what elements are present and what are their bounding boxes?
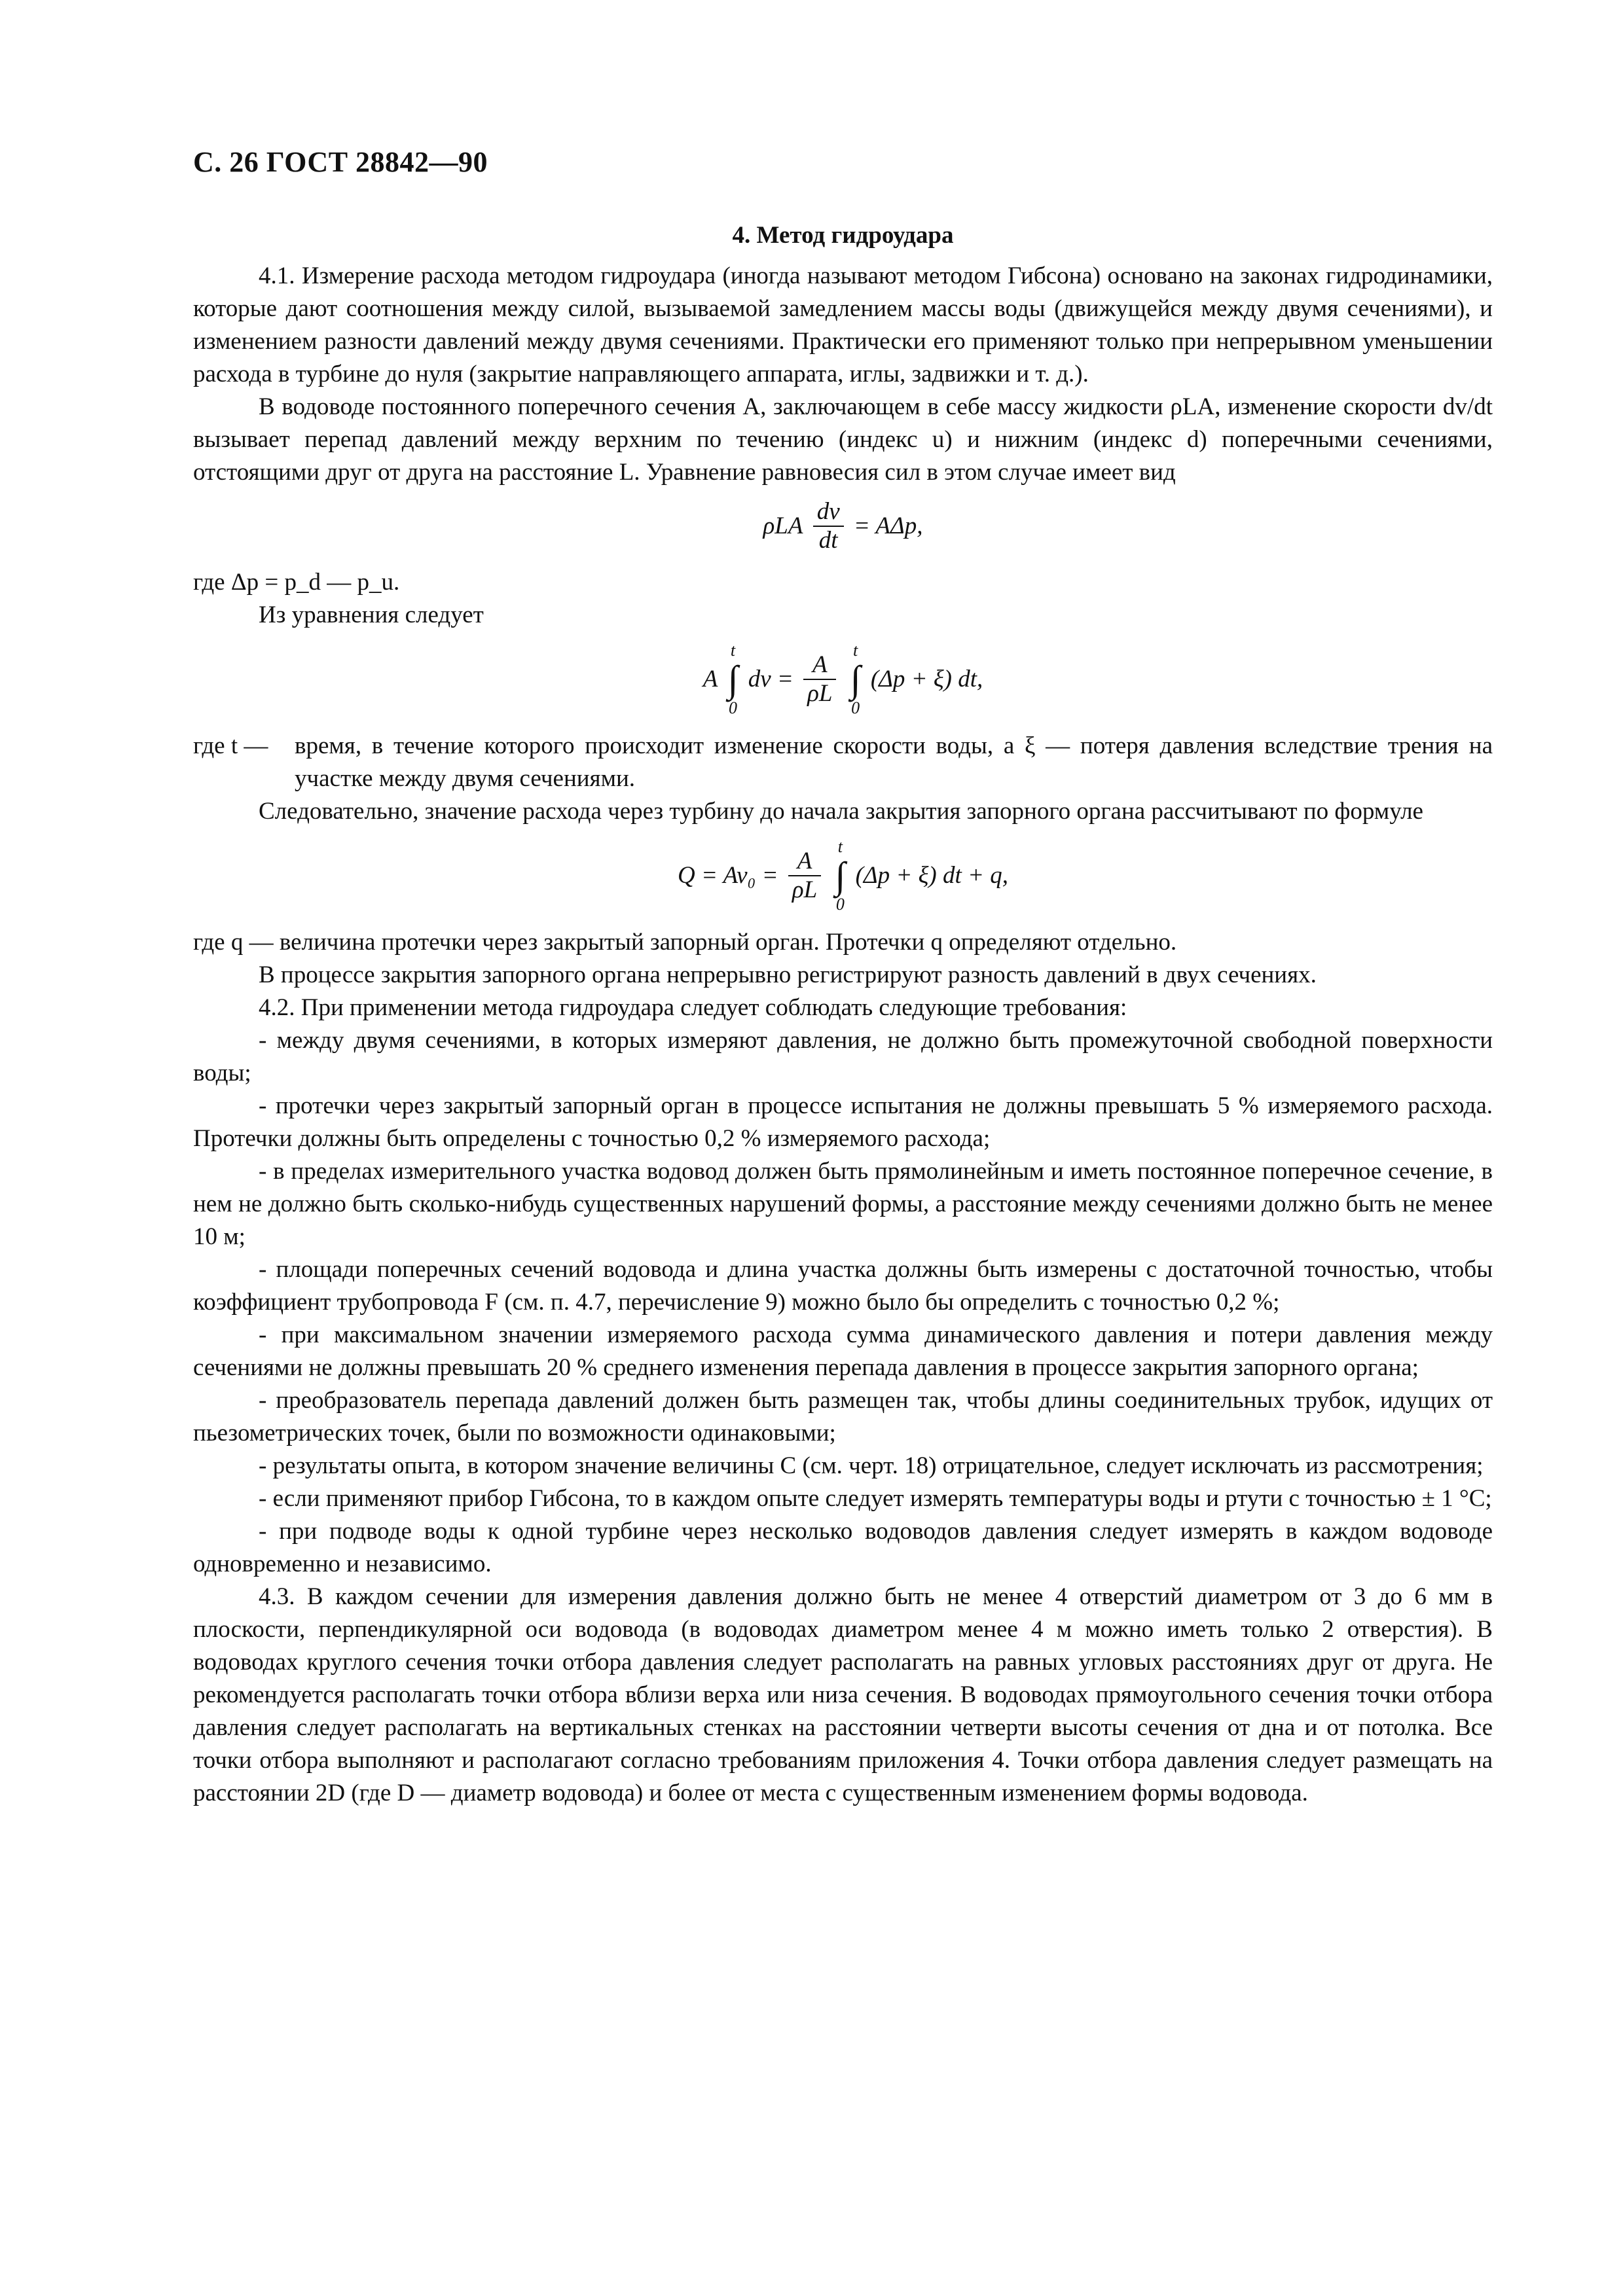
formula-3-numerator: A bbox=[788, 848, 821, 876]
from-equation: Из уравнения следует bbox=[259, 601, 484, 628]
requirement-item: - преобразователь перепада давлений должен быть размещен так, чтобы длины соединительных трубок, идущих от пьезометрических точек, были по возможности одинаковыми; bbox=[193, 1387, 1493, 1446]
formula-1-numerator: dv bbox=[813, 498, 844, 527]
paragraph-flow-formula-intro: Следовательно, значение расхода через турбину до начала закрытия запорного органа рассчитывают по формуле bbox=[259, 798, 1423, 825]
requirement-item: - результаты опыта, в котором значение величины C (см. черт. 18) отрицательное, следует исключать из рассмотрения; bbox=[259, 1452, 1484, 1479]
formula-2-rhs: (Δp + ξ) dt, bbox=[870, 666, 983, 692]
requirement-item: - между двумя сечениями, в которых измеряют давления, не должно быть промежуточной свободной поверхности воды; bbox=[193, 1027, 1493, 1086]
paragraph-4-1: 4.1. Измерение расхода методом гидроудара (иногда называют методом Гибсона) основано на законах гидродинамики, которые дают соотношения между силой, вызываемой замедлением массы воды (движущейся между двумя сечениями), и изменением разности давлений между двумя сечениями. Практически его применяют только при непрерывном уменьшении расхода в турбине до нуля (закрытие направляющего аппарата, иглы, задвижки и т. д.). bbox=[193, 262, 1493, 387]
formula-flow-rate bbox=[193, 837, 1493, 914]
requirement-item: - в пределах измерительного участка водовод должен быть прямолинейным и иметь постоянное поперечное сечение, в нем не должно быть сколько-нибудь существенных нарушений формы, а расстояние между сечениями должно быть не менее 10 м; bbox=[193, 1158, 1493, 1250]
integral-2-symbol: ∫ bbox=[850, 658, 861, 700]
integral-sign-3 bbox=[835, 837, 845, 914]
where-q: где q — величина протечки через закрытый запорный орган. Протечки q определяют отдельно. bbox=[193, 929, 1177, 956]
paragraph-4-3: 4.3. В каждом сечении для измерения давления должно быть не менее 4 отверстий диаметром от 3 до 6 мм в плоскости, перпендикулярной оси водовода (в водоводах диаметром менее 4 м можно иметь только 2 отверстия). В водоводах круглого сечения точки отбора давления следует располагать на равных угловых расстояниях друг от друга. Не рекомендуется располагать точки отбора вблизи верха или низа сечения. В водоводах прямоугольного сечения точки отбора давления следует располагать на вертикальных стенках на расстоянии четверти высоты сечения от дна и от потолка. Все точки отбора выполняют и располагают согласно требованиям приложения 4. Точки отбора давления следует размещать на расстоянии 2D (где D — диаметр водовода) и более от места с существенным изменением формы водовода. bbox=[193, 1583, 1493, 1806]
where-t-definition bbox=[193, 730, 1493, 795]
formula-integral bbox=[193, 641, 1493, 718]
formula-3-denominator: ρL bbox=[792, 876, 818, 903]
integral-2-upper: t bbox=[853, 641, 858, 660]
requirement-item: - при максимальном значении измеряемого расхода сумма динамического давления и потери давления между сечениями не должны превышать 20 % среднего изменения перепада давления в процессе закрытия запорного органа; bbox=[193, 1321, 1493, 1381]
integral-3-symbol: ∫ bbox=[835, 854, 846, 897]
page-header: С. 26 ГОСТ 28842—90 bbox=[193, 146, 488, 178]
integral-3-upper: t bbox=[837, 837, 843, 856]
integral-1-upper: t bbox=[730, 641, 736, 660]
where-t-label: где t — bbox=[193, 732, 268, 759]
requirement-item: - площади поперечных сечений водовода и длина участка должны быть измерены с достаточной точностью, чтобы коэффициент трубопровода F (см. п. 4.7, перечисление 9) можно было бы определить с точностью 0,2 %; bbox=[193, 1256, 1493, 1316]
formula-1-fraction bbox=[813, 498, 844, 554]
document-body bbox=[193, 219, 1493, 1810]
requirement-item: - если применяют прибор Гибсона, то в каждом опыте следует измерять температуры воды и ртути с точностью ± 1 °C; bbox=[259, 1485, 1492, 1512]
formula-3-rhs: (Δp + ξ) dt + q, bbox=[855, 862, 1008, 889]
formula-2-a: A bbox=[702, 666, 718, 692]
paragraph-pipe-description: В водоводе постоянного поперечного сечения A, заключающем в себе массу жидкости ρLA, изменение скорости dv/dt вызывает перепад давлений между верхним по течению (индекс u) и нижним (индекс d) поперечными сечениями, отстоящими друг от друга на расстояние L. Уравнение равновесия сил в этом случае имеет вид bbox=[193, 393, 1493, 486]
requirement-item: - протечки через закрытый запорный орган в процессе испытания не должны превышать 5 % измеряемого расхода. Протечки должны быть определены с точностью 0,2 % измеряемого расхода; bbox=[193, 1092, 1493, 1152]
where-t-text: время, в течение которого происходит изменение скорости воды, а ξ — потеря давления вследствие трения на участке между двумя сечениями. bbox=[295, 732, 1493, 792]
integral-sign-1 bbox=[728, 641, 739, 718]
formula-3-fraction bbox=[788, 848, 821, 904]
formula-3-lhs: Q = Av₀ = bbox=[678, 862, 778, 889]
formula-2-dv: dv = bbox=[748, 666, 793, 692]
integral-2-lower: 0 bbox=[851, 698, 860, 717]
integral-1-lower: 0 bbox=[729, 698, 737, 717]
formula-2-numerator: A bbox=[803, 651, 836, 680]
requirement-item: - при подводе воды к одной турбине через несколько водоводов давления следует измерять в каждом водоводе одновременно и независимо. bbox=[193, 1518, 1493, 1577]
formula-1-rhs: = AΔp, bbox=[853, 512, 923, 539]
formula-2-fraction bbox=[803, 651, 836, 708]
section-title: 4. Метод гидроудара bbox=[732, 222, 954, 249]
formula-1-lhs: ρLA bbox=[763, 512, 803, 539]
formula-2-denominator: ρL bbox=[807, 680, 833, 707]
integral-3-lower: 0 bbox=[835, 895, 845, 914]
paragraph-recording: В процессе закрытия запорного органа непрерывно регистрируют разность давлений в двух сечениях. bbox=[259, 961, 1317, 988]
formula-force-balance bbox=[193, 498, 1493, 554]
integral-sign-2 bbox=[850, 641, 861, 718]
paragraph-4-2: 4.2. При применении метода гидроудара следует соблюдать следующие требования: bbox=[259, 994, 1127, 1021]
where-delta-p: где Δp = p_d — p_u. bbox=[193, 569, 400, 596]
formula-1-denominator: dt bbox=[818, 527, 838, 554]
integral-1-symbol: ∫ bbox=[727, 658, 739, 700]
